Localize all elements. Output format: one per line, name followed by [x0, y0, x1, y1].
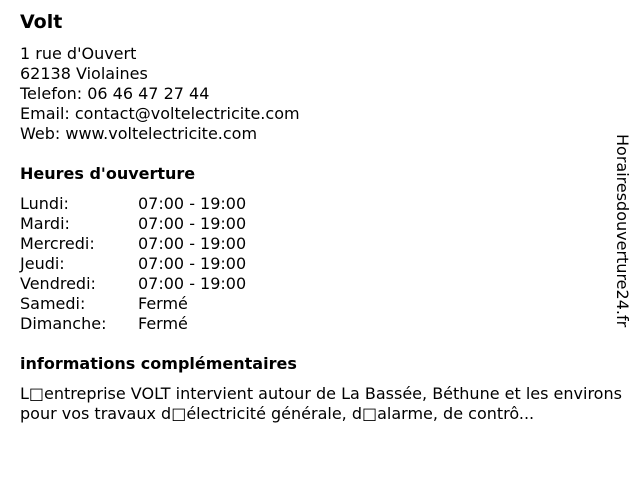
hours-day: Lundi: [20, 194, 69, 213]
opening-hours-table [20, 194, 280, 334]
contact-block [20, 44, 300, 144]
hours-day: Mercredi: [20, 234, 95, 253]
hours-row [20, 294, 280, 314]
hours-day: Vendredi: [20, 274, 96, 293]
hours-time: 07:00 - 19:00 [138, 214, 247, 233]
hours-time: 07:00 - 19:00 [138, 274, 247, 293]
hours-row [20, 194, 280, 214]
watermark-text: Horairesdouverture24.fr [613, 134, 632, 328]
hours-day: Jeudi: [20, 254, 65, 273]
watermark [612, 134, 632, 348]
info-heading: informations complémentaires [20, 354, 297, 373]
phone-number: Telefon: 06 46 47 27 44 [20, 84, 210, 103]
website-address: Web: www.voltelectricite.com [20, 124, 258, 143]
hours-time: Fermé [138, 314, 188, 333]
business-name: Volt [20, 11, 63, 33]
description-text: L□entreprise VOLT intervient autour de La Bassée, Béthune et les environs pour vos travaux d□électricité générale, d□alarme, de contrô... [20, 384, 622, 423]
hours-time: 07:00 - 19:00 [138, 194, 247, 213]
hours-heading: Heures d'ouverture [20, 164, 196, 183]
hours-row [20, 254, 280, 274]
hours-row [20, 274, 280, 294]
hours-time: Fermé [138, 294, 188, 313]
address-city: 62138 Violaines [20, 64, 148, 83]
email-address: Email: contact@voltelectricite.com [20, 104, 300, 123]
hours-row [20, 314, 280, 334]
hours-time: 07:00 - 19:00 [138, 254, 247, 273]
hours-day: Mardi: [20, 214, 70, 233]
hours-day: Samedi: [20, 294, 86, 313]
address-street: 1 rue d'Ouvert [20, 44, 137, 63]
hours-time: 07:00 - 19:00 [138, 234, 247, 253]
hours-day: Dimanche: [20, 314, 107, 333]
hours-row [20, 234, 280, 254]
hours-row [20, 214, 280, 234]
